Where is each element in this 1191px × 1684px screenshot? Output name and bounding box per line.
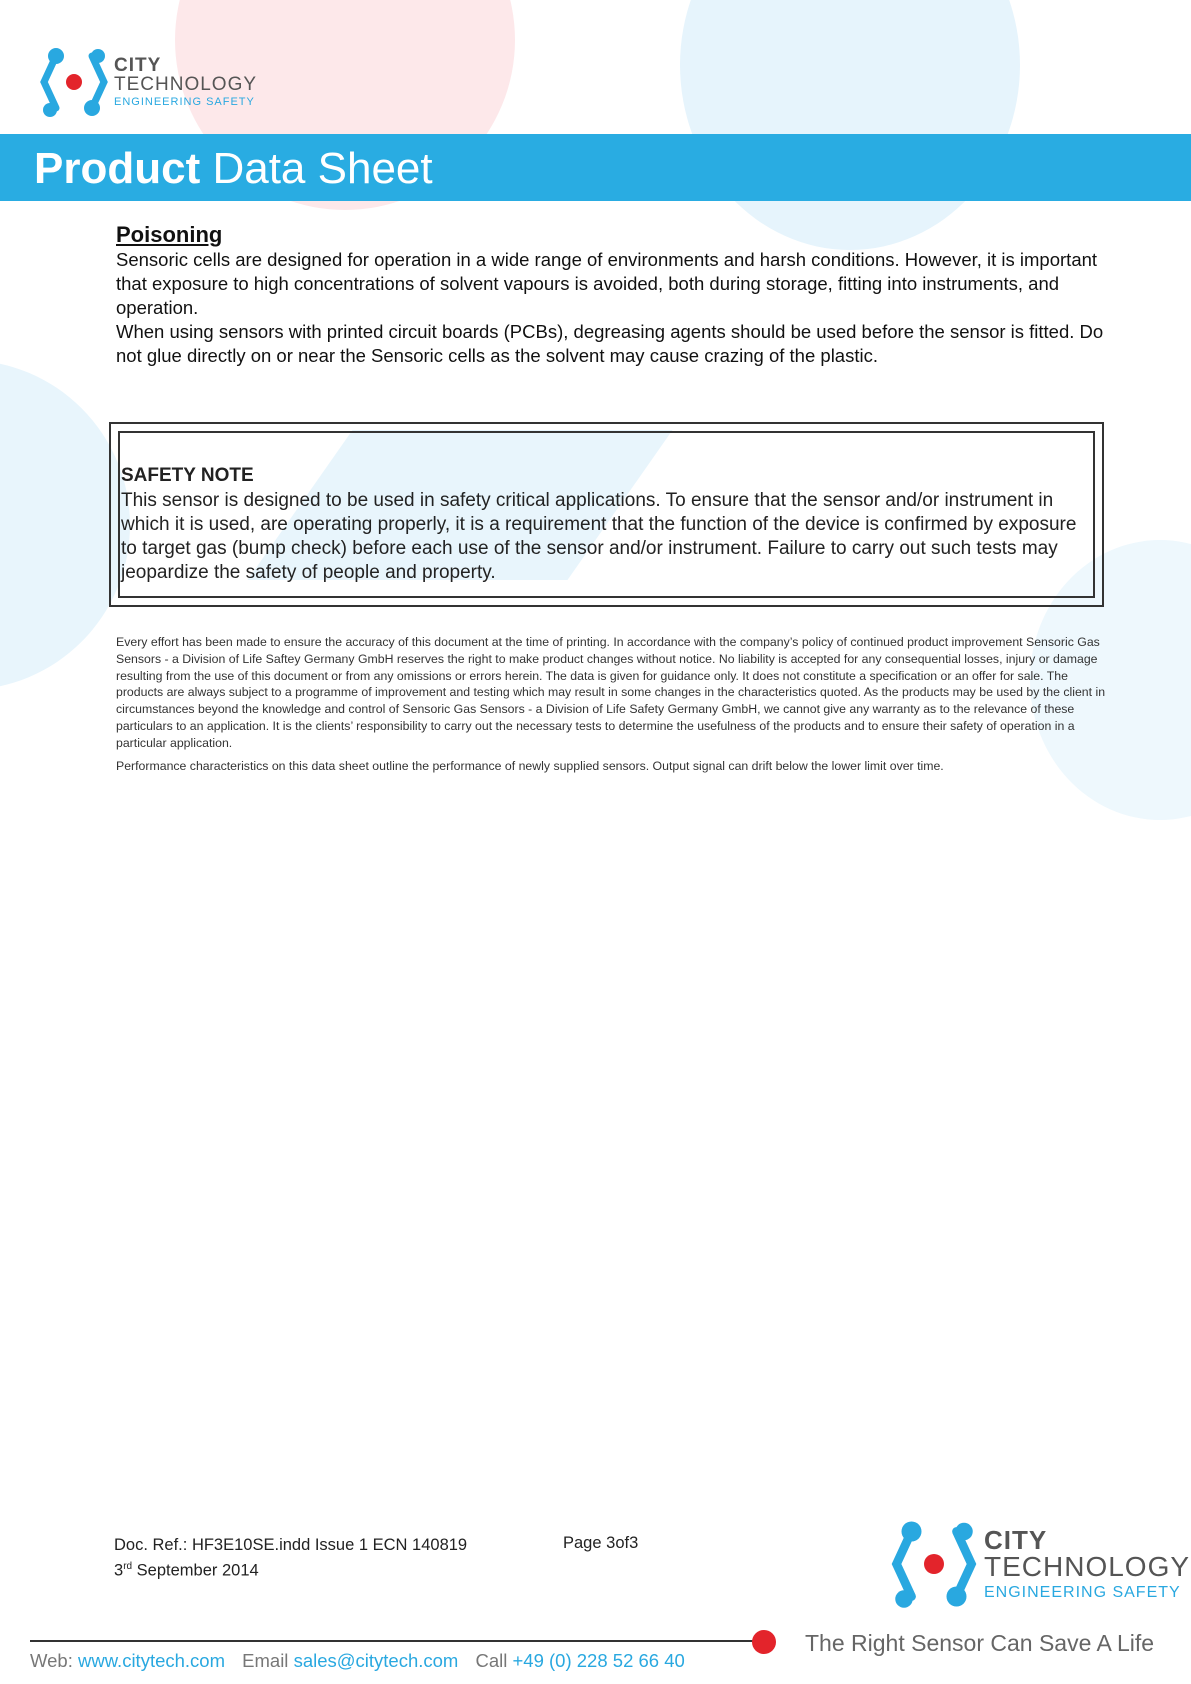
page-current: 3	[606, 1534, 616, 1552]
page-title-bold: Product	[34, 144, 201, 193]
footer-red-dot	[752, 1630, 776, 1654]
web-link[interactable]: www.citytech.com	[78, 1650, 226, 1671]
call-label: Call	[475, 1650, 508, 1671]
phone-link[interactable]: +49 (0) 228 52 66 40	[512, 1650, 685, 1671]
footer-divider	[30, 1640, 760, 1642]
doc-reference: Doc. Ref.: HF3E10SE.indd Issue 1 ECN 140819	[114, 1536, 468, 1554]
disclaimer-paragraph-1: Every effort has been made to ensure the accuracy of this document at the time of printing. In accordance with the company’s policy of continued product improvement Sensoric Gas Sensors - a Division of Life Saftey Germany GmbH reserves the right to make product changes without notice. No liability is accepted for any consequential losses, injury or damage resulting from the use of this document or from any omissions or errors herein. The data is given for guidance only. It does not constitute a specification or an offer for sale. The products are always subject to a programme of improvement and testing which may result in some changes in the characteristics quoted. As the products may be used by the client in circumstances beyond the knowledge and control of Sensoric Gas Sensors - a Division of Life Safety Germany GmbH, we cannot give any warranty as to the relevance of these particulars to an application. It is the clients’ responsibility to carry out the necessary tests to determine the usefulness of the products and to ensure their safety of operation in a particular application.	[116, 635, 1106, 750]
safety-note-text: This sensor is designed to be used in safety critical applications. To ensure that the sensor and/or instrument in which it is used, are operating properly, it is a requirement that the function of the device is confirmed by exposure to target gas (bump check) before each use of the sensor and/or instrument. Failure to carry out such tests may jeopardize the safety of people and property.	[121, 490, 1077, 583]
contact-line	[30, 1650, 685, 1672]
tagline: The Right Sensor Can Save A Life	[805, 1630, 1155, 1656]
logo-text	[114, 56, 257, 108]
hexagon-logo-icon	[34, 44, 114, 120]
doc-date-rest: September 2014	[132, 1561, 259, 1580]
poisoning-paragraph-1: Sensoric cells are designed for operation in a wide range of environments and harsh conditions. However, it is important that exposure to high concentrations of solvent vapours is avoided, both during storage, fitting into instruments, and operation.	[116, 249, 1098, 318]
hexagon-logo-icon	[884, 1516, 984, 1612]
header-bar	[0, 134, 1191, 201]
page-total: 3	[629, 1534, 639, 1552]
doc-date	[114, 1556, 467, 1582]
page-number	[563, 1534, 638, 1553]
company-logo	[34, 44, 257, 120]
email-link[interactable]: sales@citytech.com	[293, 1650, 459, 1671]
page-title	[34, 144, 433, 194]
page-label: Page	[563, 1534, 602, 1552]
safety-note-inner-frame	[118, 431, 1095, 598]
poisoning-section	[116, 222, 1106, 368]
disclaimer-paragraph-2: Performance characteristics on this data sheet outline the performance of newly supplied sensors. Output signal can drift below the lower limit over time.	[116, 758, 944, 773]
logo-city: CITY	[114, 55, 162, 76]
safety-note-title: SAFETY NOTE	[121, 465, 254, 486]
poisoning-paragraph-2: When using sensors with printed circuit boards (PCBs), degreasing agents should be used before the sensor is fitted. Do not glue directly on or near the Sensoric cells as the solvent may cause crazing of the plastic.	[116, 321, 1104, 366]
footer-document-info	[114, 1534, 467, 1582]
footer-logo-city: CITY	[984, 1525, 1048, 1555]
footer-logo-text	[984, 1527, 1190, 1601]
logo-technology: TECHNOLOGY	[114, 74, 258, 95]
footer-company-logo	[884, 1516, 1190, 1612]
page-of: of	[615, 1534, 630, 1552]
page-title-rest: Data Sheet	[200, 144, 433, 193]
email-label: Email	[242, 1650, 289, 1671]
footer-logo-tagline: ENGINEERING SAFETY	[984, 1584, 1181, 1601]
poisoning-heading: Poisoning	[116, 222, 223, 247]
logo-tagline: ENGINEERING SAFETY	[114, 96, 255, 108]
doc-date-day: 3	[114, 1561, 124, 1580]
web-label: Web:	[30, 1650, 73, 1671]
background-circle-blue	[680, 0, 1020, 250]
disclaimer	[116, 634, 1106, 780]
safety-note-box	[109, 422, 1104, 607]
doc-date-suffix: rd	[123, 1561, 133, 1572]
footer-logo-technology: TECHNOLOGY	[984, 1551, 1191, 1582]
